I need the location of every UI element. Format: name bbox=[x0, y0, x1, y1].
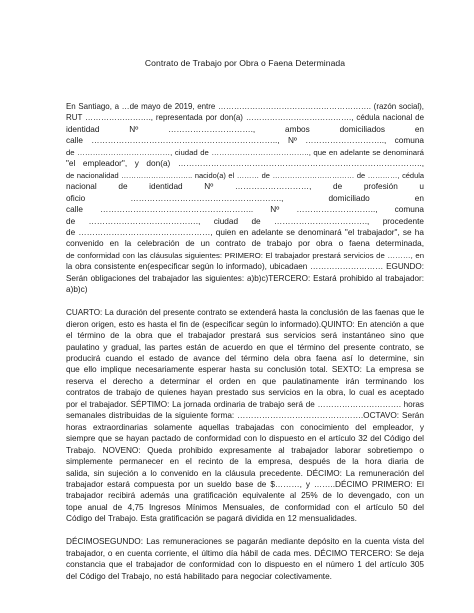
document-title: Contrato de Trabajo por Obra o Faena Determinada bbox=[144, 58, 346, 68]
text-line: DÉCIMOSEGUNDO: Las remuneraciones se pagarán mediante depósito en la cuenta vista del bbox=[66, 537, 424, 547]
text-line: tope anual de 4,75 Ingresos Mínimos Mensuales, de conformidad con el artículo 50 del bbox=[66, 502, 424, 512]
text-line: por el trabajador. SÉPTIMO: La jornada ordinaria de trabajo será de …………………………. horas bbox=[66, 399, 424, 409]
text-line: producirá cuando el estado de avance del término dela obra faena así lo determine, sin bbox=[66, 354, 424, 364]
text-line: salida, sin sujeción a lo convenido en la cláusula precedente. DÉCIMO: La remuneración del bbox=[66, 468, 424, 478]
text-line: horas extraordinarias solamente aquellas trabajadas con conocimiento del empleador, y bbox=[66, 422, 424, 432]
text-line: siempre que se hayan pactado de conformidad con lo dispuesto en el artículo 32 del Código del bbox=[66, 434, 424, 444]
text-line: convenido en la celebración de un contrato de trabajo por obra o faena determinada, bbox=[66, 239, 424, 249]
text-line: constancia que el trabajador de conformidad con lo dispuesto en el número 1 del artículo 305 bbox=[66, 560, 424, 570]
text-line: Trabajo. NOVENO: Queda prohibido expresamente al trabajador laborar sobretiempo o bbox=[66, 445, 424, 455]
text-line: a)b)c) bbox=[66, 285, 88, 295]
text-line: de conformidad con las cláusulas siguientes: PRIMERO: El trabajador prestará servicios de ………, en bbox=[66, 250, 424, 260]
text-line: simplemente permanecer en el recinto de la empresa, después de la hora diaria de bbox=[66, 457, 424, 467]
paragraph bbox=[66, 536, 424, 582]
text-line: dieron origen, esto es hasta el fin de (especificar según lo informado).QUINTO: En atención a que bbox=[66, 319, 424, 329]
text-line: CUARTO: La duración del presente contrato se extenderá hasta la conclusión de las faenas que le bbox=[66, 308, 424, 318]
paragraph-gap bbox=[66, 296, 424, 308]
text-line: el término de la obra que el trabajador prestará sus servicios será instantáneo sino que bbox=[66, 331, 424, 341]
text-line: identidad Nº …………………………., ambos domiciliados en bbox=[66, 124, 424, 134]
paragraph bbox=[66, 101, 424, 296]
text-line: semanales distribuidas de la siguiente forma: ……………………………………….OCTAVO: Serán bbox=[66, 411, 424, 421]
text-line: calle ………………………………………………………….., Nº ……………………….., comuna bbox=[66, 136, 424, 146]
text-line: que ello implique necesariamente esperar hasta su conclusión total. SEXTO: La empresa se bbox=[66, 365, 424, 375]
text-line: Código del Trabajo. Esta gratificación se pagará dividida en 12 mensualidades. bbox=[66, 514, 357, 524]
text-line: reserva el derecho a determinar el orden en que paulatinamente irán terminando los bbox=[66, 376, 424, 386]
text-line: Serán obligaciones del trabajador las siguientes: a)b)c)TERCERO: Estará prohibido al trabajador: bbox=[66, 273, 424, 283]
text-line: paulatino y gradual, las partes están de acuerdo en que el término del presente contrato, se bbox=[66, 342, 424, 352]
text-line: del Código del Trabajo, no está habilitado para negociar colectivamente. bbox=[66, 571, 332, 581]
text-line: trabajador estará compuesta por un sueldo base de $………, y ……..DÉCIMO PRIMERO: El bbox=[66, 480, 424, 489]
paragraph-gap bbox=[66, 525, 424, 537]
text-line: oficio ………………………………………………., domiciliado en bbox=[66, 193, 424, 203]
text-line: contratos de trabajo de quienes hayan prestado sus servicios en la obra, lo cual es aceptado bbox=[66, 388, 424, 398]
document-body bbox=[66, 101, 424, 582]
text-line: de ………………………………, ciudad de ……………………………….., que en adelante se denominará bbox=[66, 147, 424, 157]
text-line: nacional de identidad Nº ………………………, de profesión u bbox=[66, 182, 424, 192]
text-line: RUT ……………………., representada por don(a) …………………………………., cédula nacional de bbox=[66, 113, 424, 123]
text-line: de …………………………………., ciudad de ……………………………., procedente bbox=[66, 216, 424, 226]
text-line: calle ……………………………………………….. Nº ……………………….., comuna bbox=[66, 205, 424, 215]
text-line: de …………………………………………, quien en adelante se denominará "el trabajador", se ha bbox=[66, 227, 424, 237]
text-line: "el empleador", y don(a) …………………………………………………………………………….., bbox=[66, 159, 424, 169]
text-line: la obra consistente en(especificar según lo informado), ubicadaen ……………………… EGUNDO: bbox=[66, 262, 424, 272]
paragraph bbox=[66, 307, 424, 525]
text-line: En Santiago, a …de mayo de 2019, entre …………………………………………………. (razón social), bbox=[66, 102, 424, 111]
text-line: trabajador recibirá además una gratificación equivalente al 25% de lo devengado, con un bbox=[66, 491, 424, 501]
text-line: de nacionalidad ……………………….. nacido(a) el ……… de …………………………… de …………, cédula bbox=[66, 170, 424, 180]
text-line: trabajador, o en cuenta corriente, el último día hábil de cada mes. DÉCIMO TERCERO: Se deja bbox=[66, 548, 424, 558]
